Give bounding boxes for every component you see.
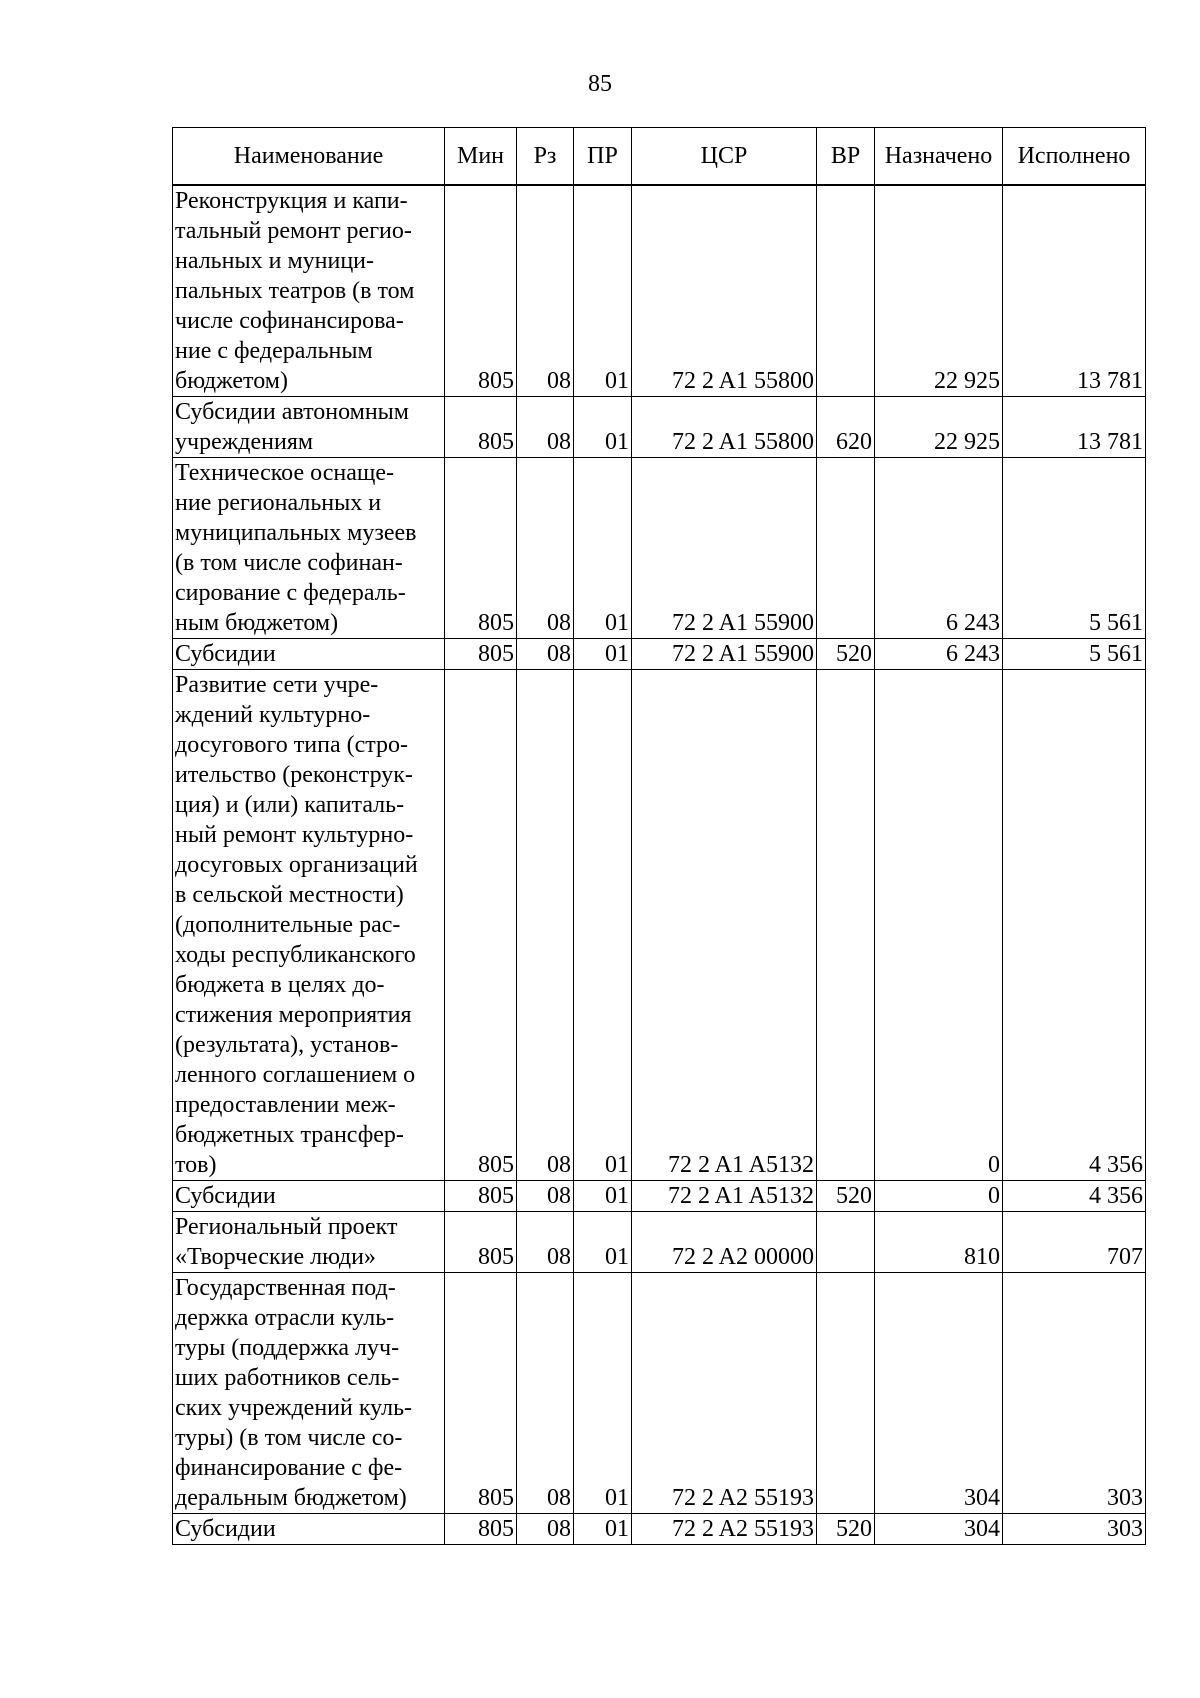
- table-row: [173, 639, 1146, 670]
- cell-executed: 5 561: [1003, 458, 1146, 639]
- cell-pr: 01: [574, 185, 632, 397]
- header-executed: Исполнено: [1003, 128, 1146, 186]
- header-assigned: Назначено: [875, 128, 1003, 186]
- cell-assigned: 304: [875, 1273, 1003, 1514]
- cell-min: 805: [445, 670, 517, 1181]
- cell-assigned: 0: [875, 1181, 1003, 1212]
- cell-name: Региональный проект «Творческие люди»: [173, 1212, 445, 1273]
- cell-vr: 620: [817, 397, 875, 458]
- cell-min: 805: [445, 1514, 517, 1545]
- cell-assigned: 6 243: [875, 639, 1003, 670]
- cell-rz: 08: [517, 458, 574, 639]
- cell-vr: [817, 458, 875, 639]
- cell-csr: 72 2 A2 55193: [632, 1514, 817, 1545]
- table-header-row: [173, 128, 1146, 186]
- cell-executed: 13 781: [1003, 397, 1146, 458]
- cell-executed: 303: [1003, 1273, 1146, 1514]
- cell-assigned: 810: [875, 1212, 1003, 1273]
- cell-rz: 08: [517, 185, 574, 397]
- cell-csr: 72 2 A1 55900: [632, 458, 817, 639]
- cell-pr: 01: [574, 1514, 632, 1545]
- cell-csr: 72 2 A2 55193: [632, 1273, 817, 1514]
- cell-csr: 72 2 A2 00000: [632, 1212, 817, 1273]
- cell-csr: 72 2 A1 55800: [632, 397, 817, 458]
- table-body: [173, 185, 1146, 1545]
- cell-name: Государственная под- держка отрасли куль- туры (поддержка луч- ших работников сель- ских учреждений куль- туры) (в том числе со- финансирование с фе- деральным бюджетом): [173, 1273, 445, 1514]
- cell-assigned: 6 243: [875, 458, 1003, 639]
- table-row: [173, 1181, 1146, 1212]
- cell-pr: 01: [574, 397, 632, 458]
- cell-name: Техническое оснаще- ние региональных и муниципальных музеев (в том числе софинан- сирование с федераль- ным бюджетом): [173, 458, 445, 639]
- budget-table: [172, 127, 1146, 1545]
- cell-min: 805: [445, 1181, 517, 1212]
- cell-pr: 01: [574, 1181, 632, 1212]
- cell-min: 805: [445, 458, 517, 639]
- cell-name: Развитие сети учре- ждений культурно- досугового типа (стро- ительство (реконструк- ция) и (или) капиталь- ный ремонт культурно- досуговых организаций в сельской местности) (дополнительные рас- ходы республиканского бюджета в целях до- стижения мероприятия (результата), установ- ленного соглашением о предоставлении меж- бюджетных трансфер- тов): [173, 670, 445, 1181]
- cell-min: 805: [445, 1273, 517, 1514]
- cell-vr: [817, 1212, 875, 1273]
- table-row: [173, 1514, 1146, 1545]
- cell-pr: 01: [574, 1212, 632, 1273]
- cell-csr: 72 2 A1 A5132: [632, 670, 817, 1181]
- cell-executed: 4 356: [1003, 670, 1146, 1181]
- cell-executed: 707: [1003, 1212, 1146, 1273]
- cell-name: Субсидии: [173, 1181, 445, 1212]
- cell-vr: 520: [817, 1181, 875, 1212]
- header-pr: ПР: [574, 128, 632, 186]
- cell-rz: 08: [517, 1273, 574, 1514]
- cell-pr: 01: [574, 639, 632, 670]
- cell-vr: [817, 1273, 875, 1514]
- header-name: Наименование: [173, 128, 445, 186]
- cell-name: Реконструкция и капи- тальный ремонт регио- нальных и муници- пальных театров (в том числе софинансирова- ние с федеральным бюджетом): [173, 185, 445, 397]
- table-row: [173, 1273, 1146, 1514]
- cell-assigned: 304: [875, 1514, 1003, 1545]
- header-min: Мин: [445, 128, 517, 186]
- cell-executed: 4 356: [1003, 1181, 1146, 1212]
- cell-rz: 08: [517, 670, 574, 1181]
- table-row: [173, 458, 1146, 639]
- cell-min: 805: [445, 397, 517, 458]
- cell-executed: 303: [1003, 1514, 1146, 1545]
- table-row: [173, 1212, 1146, 1273]
- cell-csr: 72 2 A1 A5132: [632, 1181, 817, 1212]
- header-vr: ВР: [817, 128, 875, 186]
- cell-rz: 08: [517, 1181, 574, 1212]
- cell-pr: 01: [574, 1273, 632, 1514]
- cell-csr: 72 2 A1 55800: [632, 185, 817, 397]
- cell-vr: 520: [817, 639, 875, 670]
- cell-name: Субсидии автономным учреждениям: [173, 397, 445, 458]
- table-row: [173, 185, 1146, 397]
- cell-rz: 08: [517, 1212, 574, 1273]
- cell-pr: 01: [574, 458, 632, 639]
- cell-assigned: 22 925: [875, 397, 1003, 458]
- cell-rz: 08: [517, 397, 574, 458]
- header-rz: Рз: [517, 128, 574, 186]
- cell-vr: [817, 185, 875, 397]
- cell-vr: [817, 670, 875, 1181]
- cell-executed: 13 781: [1003, 185, 1146, 397]
- cell-name: Субсидии: [173, 1514, 445, 1545]
- cell-pr: 01: [574, 670, 632, 1181]
- cell-assigned: 22 925: [875, 185, 1003, 397]
- page-number: 85: [588, 71, 612, 97]
- cell-assigned: 0: [875, 670, 1003, 1181]
- cell-rz: 08: [517, 639, 574, 670]
- cell-min: 805: [445, 639, 517, 670]
- cell-vr: 520: [817, 1514, 875, 1545]
- cell-csr: 72 2 A1 55900: [632, 639, 817, 670]
- header-csr: ЦСР: [632, 128, 817, 186]
- cell-min: 805: [445, 185, 517, 397]
- cell-min: 805: [445, 1212, 517, 1273]
- cell-name: Субсидии: [173, 639, 445, 670]
- table-row: [173, 397, 1146, 458]
- cell-executed: 5 561: [1003, 639, 1146, 670]
- table-row: [173, 670, 1146, 1181]
- cell-rz: 08: [517, 1514, 574, 1545]
